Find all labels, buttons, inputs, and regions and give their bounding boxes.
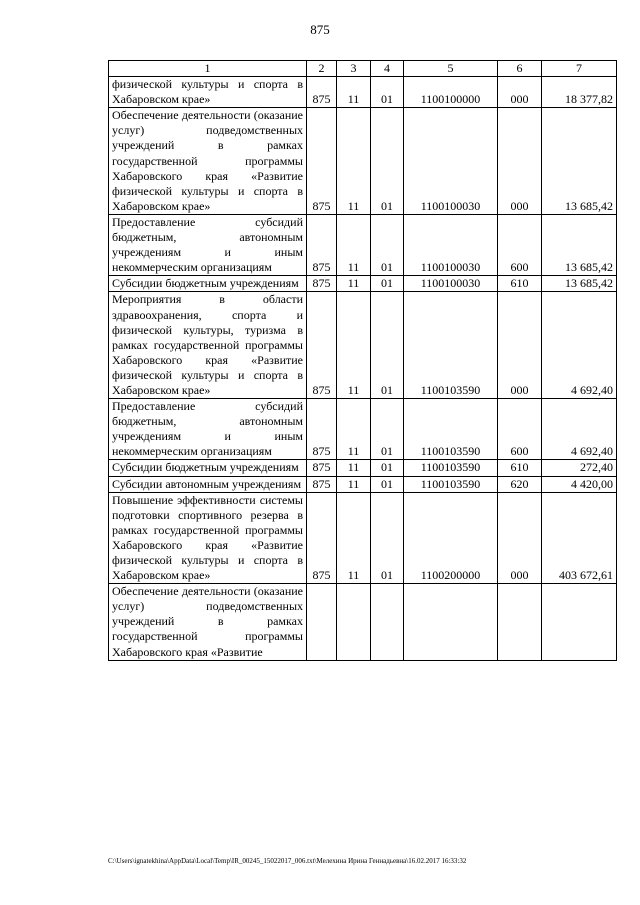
code-5-cell: 1100200000 (404, 492, 498, 584)
code-5-cell: 1100100000 (404, 77, 498, 108)
column-header: 4 (371, 61, 404, 77)
column-header: 3 (337, 61, 371, 77)
table-header-row (109, 61, 617, 77)
amount-cell: 4 692,40 (542, 292, 617, 399)
code-2-cell: 875 (307, 492, 337, 584)
column-header: 2 (307, 61, 337, 77)
code-5-cell: 1100103590 (404, 460, 498, 476)
amount-cell: 403 672,61 (542, 492, 617, 584)
code-3-cell (337, 584, 371, 660)
code-6-cell: 000 (498, 292, 542, 399)
code-3-cell: 11 (337, 292, 371, 399)
code-5-cell: 1100100030 (404, 276, 498, 292)
code-4-cell: 01 (371, 108, 404, 215)
page-number: 875 (310, 22, 330, 37)
column-header: 7 (542, 61, 617, 77)
item-name-cell: Обеспечение деятельности (оказание услуг) подведомственных учреждений в рамках государственной программы Хабаровского края «Развитие физической культуры и спорта в Хабаровском крае» (109, 108, 307, 215)
table-row (109, 214, 617, 275)
amount-cell: 4 420,00 (542, 476, 617, 492)
code-2-cell: 875 (307, 108, 337, 215)
item-name-cell: физической культуры и спорта в Хабаровском крае» (109, 77, 307, 108)
item-name-cell: Обеспечение деятельности (оказание услуг) подведомственных учреждений в рамках государственной программы Хабаровского края «Развитие (109, 584, 307, 660)
table-row (109, 292, 617, 399)
amount-cell: 13 685,42 (542, 214, 617, 275)
code-4-cell: 01 (371, 460, 404, 476)
code-2-cell (307, 584, 337, 660)
code-2-cell: 875 (307, 399, 337, 460)
code-3-cell: 11 (337, 77, 371, 108)
code-6-cell: 620 (498, 476, 542, 492)
table-row (109, 77, 617, 108)
code-3-cell: 11 (337, 214, 371, 275)
column-header: 1 (109, 61, 307, 77)
code-4-cell: 01 (371, 292, 404, 399)
code-2-cell: 875 (307, 276, 337, 292)
code-3-cell: 11 (337, 476, 371, 492)
code-4-cell: 01 (371, 399, 404, 460)
amount-cell: 272,40 (542, 460, 617, 476)
item-name-cell: Предоставление субсидий бюджетным, автономным учреждениям и иным некоммерческим организациям (109, 214, 307, 275)
code-6-cell (498, 584, 542, 660)
table-row (109, 108, 617, 215)
table-row (109, 492, 617, 584)
amount-cell: 13 685,42 (542, 108, 617, 215)
code-6-cell: 000 (498, 77, 542, 108)
amount-cell: 18 377,82 (542, 77, 617, 108)
code-6-cell: 600 (498, 214, 542, 275)
item-name-cell: Мероприятия в области здравоохранения, спорта и физической культуры, туризма в рамках государственной программы Хабаровского края «Развитие физической культуры и спорта в Хабаровском крае» (109, 292, 307, 399)
item-name-cell: Повышение эффективности системы подготовки спортивного резерва в рамках государственной программы Хабаровского края «Развитие физической культуры и спорта в Хабаровском крае» (109, 492, 307, 584)
table-row (109, 584, 617, 660)
code-5-cell (404, 584, 498, 660)
code-4-cell (371, 584, 404, 660)
table-body (109, 77, 617, 661)
table-row (109, 460, 617, 476)
code-2-cell: 875 (307, 77, 337, 108)
budget-table (108, 60, 617, 661)
code-3-cell: 11 (337, 460, 371, 476)
code-2-cell: 875 (307, 460, 337, 476)
table-row (109, 476, 617, 492)
code-6-cell: 610 (498, 460, 542, 476)
item-name-cell: Предоставление субсидий бюджетным, автономным учреждениям и иным некоммерческим организациям (109, 399, 307, 460)
file-path-footer: C:\Users\ignatekhina\AppData\Local\Temp\IR_00245_15022017_006.txt\Мелехина Ирина Геннадьевна\16.02.2017 16:33:32 (108, 857, 467, 865)
code-6-cell: 000 (498, 492, 542, 584)
code-4-cell: 01 (371, 214, 404, 275)
code-3-cell: 11 (337, 276, 371, 292)
code-6-cell: 600 (498, 399, 542, 460)
amount-cell: 4 692,40 (542, 399, 617, 460)
table-row (109, 399, 617, 460)
code-5-cell: 1100100030 (404, 214, 498, 275)
amount-cell: 13 685,42 (542, 276, 617, 292)
item-name-cell: Субсидии бюджетным учреждениям (109, 276, 307, 292)
code-3-cell: 11 (337, 108, 371, 215)
item-name-cell: Субсидии бюджетным учреждениям (109, 460, 307, 476)
code-3-cell: 11 (337, 492, 371, 584)
code-4-cell: 01 (371, 77, 404, 108)
code-2-cell: 875 (307, 292, 337, 399)
code-5-cell: 1100100030 (404, 108, 498, 215)
code-4-cell: 01 (371, 492, 404, 584)
code-5-cell: 1100103590 (404, 292, 498, 399)
amount-cell (542, 584, 617, 660)
column-header: 5 (404, 61, 498, 77)
code-5-cell: 1100103590 (404, 476, 498, 492)
code-4-cell: 01 (371, 476, 404, 492)
code-2-cell: 875 (307, 476, 337, 492)
item-name-cell: Субсидии автономным учреждениям (109, 476, 307, 492)
code-6-cell: 610 (498, 276, 542, 292)
code-2-cell: 875 (307, 214, 337, 275)
column-header: 6 (498, 61, 542, 77)
code-5-cell: 1100103590 (404, 399, 498, 460)
table-row (109, 276, 617, 292)
code-3-cell: 11 (337, 399, 371, 460)
code-4-cell: 01 (371, 276, 404, 292)
code-6-cell: 000 (498, 108, 542, 215)
